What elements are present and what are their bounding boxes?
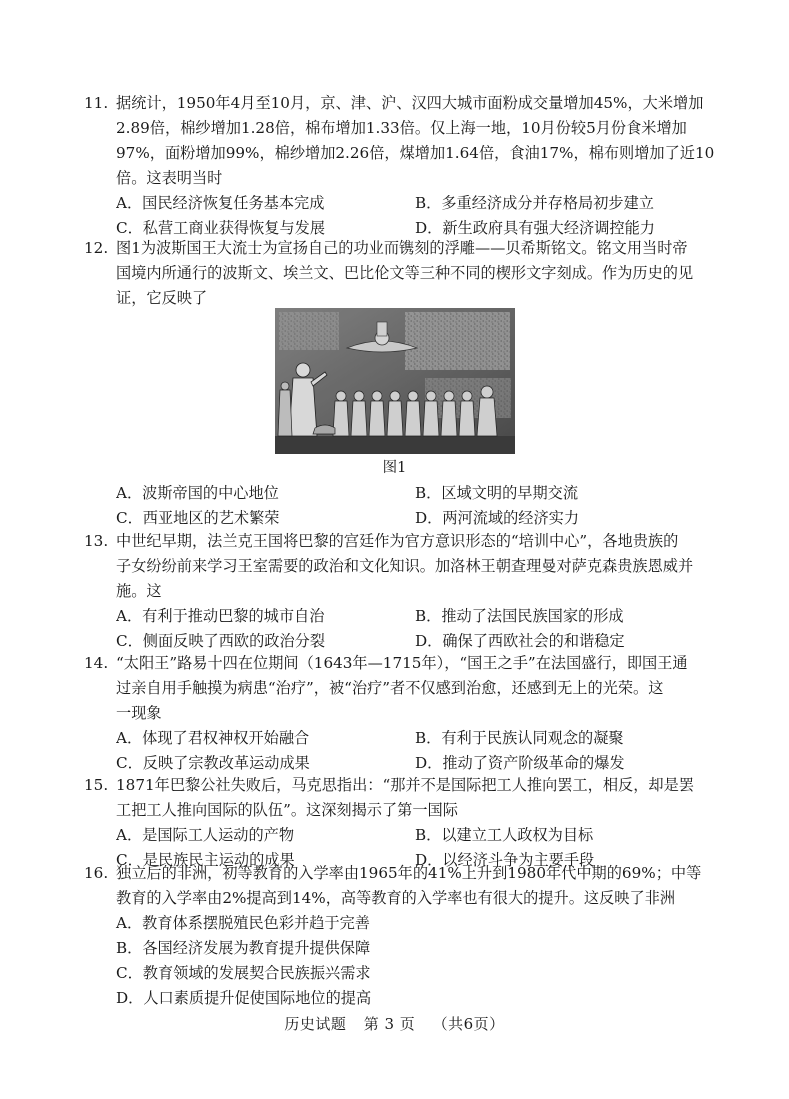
question-text: 97%，面粉增加99%，棉纱增加2.26倍，煤增加1.64倍，食油17%，棉布则增加了近10 (116, 144, 714, 162)
question-text: 一现象 (116, 704, 162, 722)
option-c: C．是民族民主运动的成果 (116, 851, 295, 869)
option-a: A．国民经济恢复任务基本完成 (116, 194, 325, 212)
option-d: D．人口素质提升促使国际地位的提高 (116, 989, 372, 1007)
question-text: 独立后的非洲，初等教育的入学率由1965年的41%上升到1980年代中期的69%；中等 (116, 864, 702, 882)
question-text: 中世纪早期，法兰克王国将巴黎的宫廷作为官方意识形态的“培训中心”，各地贵族的 (116, 532, 679, 550)
behistun-relief-image (275, 308, 515, 454)
question-number: 11. (84, 94, 109, 112)
question-first-line (84, 91, 714, 116)
question-text: 据统计，1950年4月至10月，京、津、沪、汉四大城市面粉成交量增加45%，大米增加 (116, 94, 704, 112)
option-d: D．以经济斗争为主要手段 (415, 851, 595, 869)
question-text: 图1为波斯国王大流士为宣扬自己的功业而镌刻的浮雕——贝希斯铭文。铭文用当时帝 (116, 239, 688, 257)
question-number: 12. (84, 239, 109, 257)
question-text: 倍。这表明当时 (116, 169, 223, 187)
option-b: B．以建立工人政权为目标 (415, 826, 594, 844)
option-d: D．确保了西欧社会的和谐稳定 (415, 632, 625, 650)
question-text: 1871年巴黎公社失败后，马克思指出：“那并不是国际把工人推向罢工，相反，却是罢 (116, 776, 694, 794)
option-a: A．是国际工人运动的产物 (116, 826, 295, 844)
question-text: “太阳王”路易十四在位期间（1643年—1715年），“国王之手”在法国盛行，即国王通 (116, 654, 688, 672)
option-b: B．区域文明的早期交流 (415, 484, 579, 502)
question-number: 13. (84, 532, 109, 550)
question-text: 国境内所通行的波斯文、埃兰文、巴比伦文等三种不同的楔形文字刻成。作为历史的见 (116, 264, 694, 282)
option-d: D．两河流域的经济实力 (415, 509, 580, 527)
question-16 (84, 861, 714, 1011)
option-b: B．多重经济成分并存格局初步建立 (415, 194, 654, 212)
option-a: A．教育体系摆脱殖民色彩并趋于完善 (116, 914, 370, 932)
option-a: A．体现了君权神权开始融合 (116, 729, 310, 747)
question-text: 子女纷纷前来学习王室需要的政治和文化知识。加洛林王朝查理曼对萨克森贵族恩威并 (116, 557, 694, 575)
question-text: 2.89倍，棉纱增加1.28倍，棉布增加1.33倍。仅上海一地，10月份较5月份食米增加 (116, 119, 687, 137)
option-a: A．有利于推动巴黎的城市自治 (116, 607, 325, 625)
option-b: B．各国经济发展为教育提升提供保障 (116, 939, 371, 957)
question-15 (84, 773, 714, 873)
question-number: 15. (84, 776, 109, 794)
option-a: A．波斯帝国的中心地位 (116, 484, 279, 502)
question-text: 过亲自用手触摸为病患“治疗”，被“治疗”者不仅感到治愈，还感到无上的光荣。这 (116, 679, 664, 697)
option-b: B．推动了法国民族国家的形成 (415, 607, 624, 625)
option-c: C．反映了宗教改革运动成果 (116, 754, 310, 772)
option-c: C．私营工商业获得恢复与发展 (116, 219, 326, 237)
question-12-options (84, 481, 714, 531)
option-c: C．西亚地区的艺术繁荣 (116, 509, 280, 527)
option-c: C．教育领域的发展契合民族振兴需求 (116, 964, 371, 982)
footer-subject: 历史试题 (284, 1015, 347, 1033)
option-d: D．新生政府具有强大经济调控能力 (415, 219, 655, 237)
question-text: 证，它反映了 (116, 289, 208, 307)
question-text: 教育的入学率由2%提高到14%，高等教育的入学率也有很大的提升。这反映了非洲 (116, 889, 676, 907)
page-footer (0, 1012, 789, 1036)
option-b: B．有利于民族认同观念的凝聚 (415, 729, 624, 747)
question-13 (84, 529, 714, 654)
option-c: C．侧面反映了西欧的政治分裂 (116, 632, 326, 650)
question-11 (84, 91, 714, 241)
options (84, 191, 714, 241)
question-text: 工把工人推向国际的队伍”。这深刻揭示了第一国际 (116, 801, 458, 819)
figure-caption: 图1 (382, 460, 407, 476)
option-d: D．推动了资产阶级革命的爆发 (415, 754, 625, 772)
footer-total-pages: （共6页） (432, 1015, 505, 1033)
question-number: 16. (84, 864, 109, 882)
question-number: 14. (84, 654, 109, 672)
question-14 (84, 651, 714, 776)
question-12 (84, 236, 714, 311)
footer-page-number: 第 3 页 (363, 1015, 416, 1033)
question-text: 施。这 (116, 582, 162, 600)
